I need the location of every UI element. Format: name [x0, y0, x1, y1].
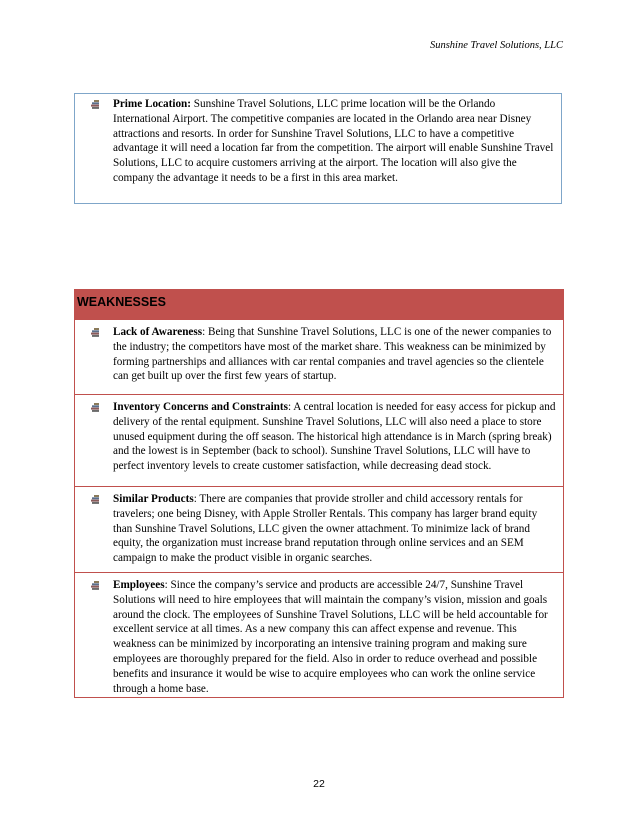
weaknesses-table: [74, 289, 564, 698]
book-stack-bullet-icon: [91, 328, 100, 337]
book-stack-bullet-icon: [91, 581, 100, 590]
list-item: [91, 400, 559, 474]
table-row: [75, 486, 563, 572]
list-item: [91, 97, 555, 186]
item-term: Employees: [113, 579, 165, 591]
running-header: Sunshine Travel Solutions, LLC: [429, 40, 563, 51]
table-row: [75, 394, 563, 486]
item-text: Sunshine Travel Solutions, LLC prime location will be the Orlando International Airport. The competitive companies are located in the Orlando area near Disney attractions and resorts. In order for Sunshine Travel Solutions, LLC to have a competitive advantage it will need a location far from the competition. The airport will enable Sunshine Travel Solutions, LLC to acquire customers arriving at the airport. The location will also give the company the advantage it needs to be a first in this area market.: [113, 98, 554, 184]
book-stack-bullet-icon: [91, 495, 100, 504]
item-text: : Being that Sunshine Travel Solutions, LLC is one of the newer companies to the industry; the competitors have most of the market share. This weakness can be minimized by forming partnerships and alliances with car rental companies and travel agencies so the clientele can get built up over the first few years of startup.: [113, 326, 552, 383]
item-text: : Since the company’s service and products are accessible 24/7, Sunshine Travel Solutions will need to hire employees that will maintain the company’s vision, mission and goals around the clock. The employees of Sunshine Travel Solutions, LLC will be held accountable for excellent service at all times. As a new company this can affect expense and revenue. This weakness can be minimized by incorporating an intensive training program and making sure employees are thoroughly prepared for the field. Also in order to reduce overhead and possible benefits and insurance it would be wise to acquire employees who can work the online service through a home base.: [113, 579, 548, 695]
item-text: : A central location is needed for easy access for pickup and delivery of the rental equipment. Sunshine Travel Solutions, LLC will also need a place to store unused equipment during the off season. The historical high attendance is in March (spring break) and the lowest is in September (back to school). Sunshine Travel Solutions, LLC will have to perfect inventory levels to create customer satisfaction, while decreasing dead stock.: [113, 401, 556, 473]
list-item: [91, 578, 559, 696]
item-term: Similar Products: [113, 493, 194, 505]
item-term: Inventory Concerns and Constraints: [113, 401, 288, 413]
book-stack-bullet-icon: [91, 403, 100, 412]
table-row: [75, 572, 563, 697]
book-stack-bullet-icon: [91, 100, 100, 109]
item-term: Prime Location:: [113, 98, 191, 110]
strengths-box: [74, 93, 562, 204]
table-row: [75, 319, 563, 394]
item-term: Lack of Awareness: [113, 326, 203, 338]
weaknesses-heading: WEAKNESSES: [75, 290, 563, 319]
list-item: [91, 325, 559, 384]
list-item: [91, 492, 559, 566]
page-number: 22: [313, 778, 325, 790]
item-text: : There are companies that provide stroller and child accessory rentals for travelers; one being Disney, with Apple Stroller Rentals. This company has larger brand equity than Sunshine Travel Solutions, LLC given the owner attachment. To minimize lack of brand equity, the organization must increase brand reputation through online services and an SEM campaign to make the product visible in organic searches.: [113, 493, 538, 565]
